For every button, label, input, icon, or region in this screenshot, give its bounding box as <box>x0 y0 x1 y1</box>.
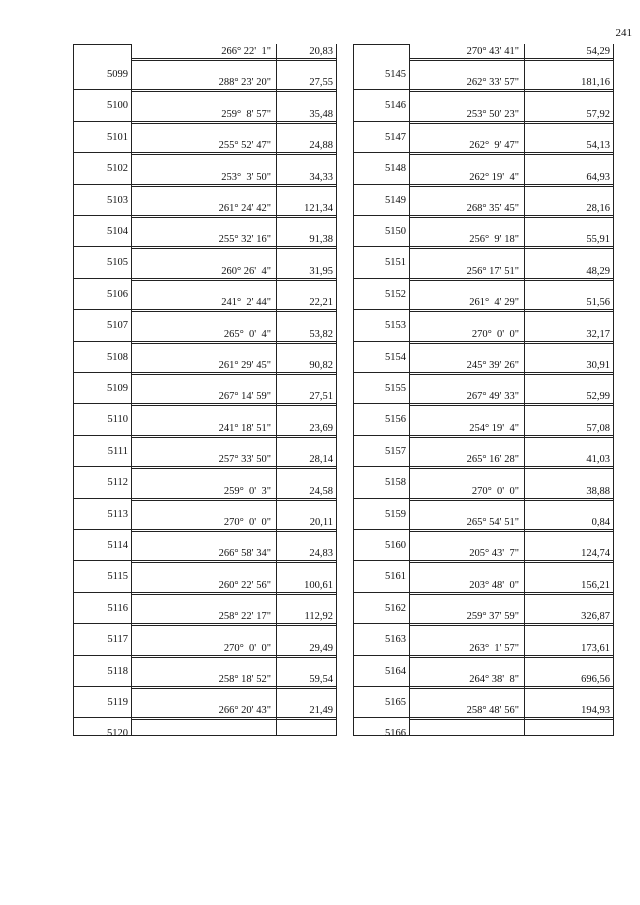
row-divider <box>409 498 613 499</box>
row-divider <box>131 466 336 467</box>
row-divider <box>354 89 409 90</box>
segment-length: 100,61 <box>304 579 333 591</box>
direction-angle: 205° 43' 7" <box>469 548 519 560</box>
row-divider <box>74 592 131 593</box>
row-divider <box>409 91 613 92</box>
row-divider <box>131 341 336 342</box>
row-divider <box>409 278 613 279</box>
row-divider <box>409 374 613 375</box>
row-divider <box>354 466 409 467</box>
row-divider <box>131 248 336 249</box>
row-divider <box>74 498 131 499</box>
segment-length: 696,56 <box>581 674 610 685</box>
segment-length: 0,84 <box>591 517 610 528</box>
direction-angle: 263° 1' 57" <box>469 642 519 654</box>
segment-length: 48,29 <box>586 265 610 277</box>
direction-angle: 257° 33' 50" <box>218 454 271 466</box>
table-top-border <box>74 44 131 45</box>
point-number: 5114 <box>107 540 128 551</box>
row-divider <box>354 309 409 310</box>
point-number: 5149 <box>385 194 406 206</box>
direction-angle: 264° 38' 8" <box>469 674 519 685</box>
segment-length: 173,61 <box>581 642 610 654</box>
row-divider <box>131 531 336 532</box>
row-divider <box>74 341 131 342</box>
segment-length: 51,56 <box>586 297 610 309</box>
point-number: 5145 <box>385 69 406 80</box>
point-number: 5146 <box>385 100 406 112</box>
row-divider <box>409 341 613 342</box>
segment-length: 24,58 <box>309 485 333 497</box>
segment-length: 20,83 <box>309 46 333 57</box>
direction-angle: 266° 20' 43" <box>218 705 271 717</box>
segment-length: 32,17 <box>586 328 610 340</box>
row-divider <box>74 278 131 279</box>
direction-angle: 261° 4' 29" <box>469 297 519 309</box>
row-divider <box>131 437 336 438</box>
direction-angle: 267° 49' 33" <box>466 391 519 403</box>
point-number: 5163 <box>385 634 406 646</box>
direction-angle: 265° 54' 51" <box>466 517 519 528</box>
point-number: 5115 <box>107 571 128 583</box>
direction-angle: 241° 18' 51" <box>218 422 271 434</box>
direction-angle: 241° 2' 44" <box>221 297 271 309</box>
row-divider <box>74 372 131 373</box>
segment-length: 57,92 <box>586 108 610 120</box>
segment-length: 112,92 <box>304 611 333 623</box>
segment-length: 52,99 <box>586 391 610 403</box>
row-divider <box>74 215 131 216</box>
segment-length: 21,49 <box>309 705 333 717</box>
row-divider <box>131 657 336 658</box>
direction-angle: 262° 19' 4" <box>469 171 519 183</box>
row-divider <box>131 688 336 689</box>
row-divider <box>409 58 613 59</box>
row-divider <box>74 529 131 530</box>
row-divider <box>409 719 613 720</box>
row-divider <box>409 215 613 216</box>
row-divider <box>131 184 336 185</box>
row-divider <box>409 152 613 153</box>
direction-angle: 260° 26' 4" <box>221 265 271 277</box>
point-number: 5159 <box>385 508 406 520</box>
row-divider <box>131 372 336 373</box>
row-divider <box>131 60 336 61</box>
direction-angle: 270° 0' 0" <box>471 485 519 497</box>
segment-length: 156,21 <box>581 579 610 591</box>
row-divider <box>409 437 613 438</box>
row-divider <box>131 529 336 530</box>
point-number: 5153 <box>385 320 406 332</box>
row-divider <box>131 154 336 155</box>
point-number: 5103 <box>107 194 128 206</box>
row-divider <box>354 560 409 561</box>
point-number: 5107 <box>107 320 128 332</box>
row-divider <box>409 403 613 404</box>
row-divider <box>131 152 336 153</box>
direction-angle: 258° 22' 17" <box>218 611 271 623</box>
row-divider <box>354 717 409 718</box>
direction-angle: 255° 32' 16" <box>218 234 271 246</box>
row-divider <box>409 60 613 61</box>
row-divider <box>354 623 409 624</box>
direction-angle: 288° 23' 20" <box>218 77 271 89</box>
segment-length: 23,69 <box>309 422 333 434</box>
row-divider <box>409 405 613 406</box>
point-number: 5113 <box>107 508 128 520</box>
row-divider <box>409 529 613 530</box>
row-divider <box>354 184 409 185</box>
row-divider <box>74 623 131 624</box>
row-divider <box>131 311 336 312</box>
row-divider <box>131 468 336 469</box>
segment-length: 28,14 <box>309 454 333 466</box>
row-divider <box>354 215 409 216</box>
segment-length: 326,87 <box>581 611 610 623</box>
point-number: 5105 <box>107 257 128 269</box>
direction-angle: 203° 48' 0" <box>469 579 519 591</box>
direction-angle: 266° 58' 34" <box>218 548 271 560</box>
row-divider <box>409 372 613 373</box>
row-divider <box>409 184 613 185</box>
point-number: 5099 <box>107 69 128 80</box>
point-number: 5164 <box>385 665 406 677</box>
row-divider <box>409 688 613 689</box>
segment-length: 29,49 <box>309 642 333 654</box>
point-number: 5158 <box>385 477 406 489</box>
row-divider <box>409 623 613 624</box>
row-divider <box>74 560 131 561</box>
segment-length: 91,38 <box>309 234 333 246</box>
direction-angle: 253° 50' 23" <box>466 108 519 120</box>
row-divider <box>409 246 613 247</box>
row-divider <box>131 560 336 561</box>
row-divider <box>74 152 131 153</box>
point-number: 5165 <box>385 697 406 708</box>
row-divider <box>131 594 336 595</box>
point-number: 5154 <box>385 351 406 363</box>
row-divider <box>354 435 409 436</box>
direction-angle: 259° 0' 3" <box>223 485 271 497</box>
row-divider <box>131 246 336 247</box>
point-number: 5119 <box>107 697 128 708</box>
point-number: 5117 <box>107 634 128 646</box>
row-divider <box>131 623 336 624</box>
row-divider <box>74 717 131 718</box>
segment-length: 90,82 <box>309 360 333 371</box>
row-divider <box>131 89 336 90</box>
segment-length: 54,13 <box>586 140 610 152</box>
row-divider <box>131 91 336 92</box>
segment-length: 194,93 <box>581 705 610 717</box>
direction-angle: 258° 48' 56" <box>466 705 519 717</box>
direction-angle: 261° 24' 42" <box>218 203 271 214</box>
point-number: 5162 <box>385 602 406 614</box>
direction-angle: 262° 33' 57" <box>466 77 519 89</box>
row-divider <box>409 560 613 561</box>
point-number: 5120 <box>107 728 128 740</box>
direction-angle: 270° 0' 0" <box>471 328 519 340</box>
row-divider <box>409 311 613 312</box>
row-divider <box>74 89 131 90</box>
row-divider <box>74 403 131 404</box>
row-divider <box>131 217 336 218</box>
row-divider <box>354 121 409 122</box>
point-number: 5106 <box>107 288 128 300</box>
segment-length: 27,55 <box>309 77 333 89</box>
segment-length: 24,88 <box>309 140 333 152</box>
segment-length: 121,34 <box>304 203 333 214</box>
row-divider <box>409 186 613 187</box>
row-divider <box>131 215 336 216</box>
direction-angle: 259° 8' 57" <box>221 108 271 120</box>
row-divider <box>74 184 131 185</box>
direction-angle: 267° 14' 59" <box>218 391 271 403</box>
row-divider <box>131 309 336 310</box>
row-divider <box>409 217 613 218</box>
row-divider <box>74 466 131 467</box>
row-divider <box>409 123 613 124</box>
direction-angle: 259° 37' 59" <box>466 611 519 623</box>
segment-length: 24,83 <box>309 548 333 560</box>
row-divider <box>409 500 613 501</box>
segment-length: 20,11 <box>309 517 333 528</box>
row-divider <box>409 686 613 687</box>
row-divider <box>74 655 131 656</box>
segment-length: 41,03 <box>586 454 610 466</box>
point-number: 5157 <box>385 445 406 457</box>
row-divider <box>131 686 336 687</box>
segment-length: 124,74 <box>581 548 610 560</box>
row-divider <box>354 498 409 499</box>
row-divider <box>354 246 409 247</box>
row-divider <box>409 435 613 436</box>
row-divider <box>354 278 409 279</box>
row-divider <box>131 403 336 404</box>
direction-angle: 268° 35' 45" <box>466 203 519 214</box>
point-number: 5110 <box>107 414 128 426</box>
row-divider <box>409 625 613 626</box>
direction-angle: 266° 22' 1" <box>221 46 271 57</box>
row-divider <box>74 121 131 122</box>
segment-length: 27,51 <box>309 391 333 403</box>
row-divider <box>131 625 336 626</box>
segment-length: 35,48 <box>309 108 333 120</box>
point-number: 5166 <box>385 728 406 740</box>
row-divider <box>409 594 613 595</box>
direction-angle: 265° 0' 4" <box>223 328 271 340</box>
row-divider <box>409 121 613 122</box>
segment-length: 55,91 <box>586 234 610 246</box>
segment-length: 54,29 <box>586 46 610 57</box>
coordinate-table-left <box>73 44 337 740</box>
direction-angle: 265° 16' 28" <box>466 454 519 466</box>
page-number: 241 <box>615 27 632 39</box>
direction-angle: 260° 22' 56" <box>218 579 271 591</box>
row-divider <box>409 280 613 281</box>
row-divider <box>74 435 131 436</box>
row-divider <box>131 343 336 344</box>
point-number: 5151 <box>385 257 406 269</box>
row-divider <box>409 592 613 593</box>
point-number: 5109 <box>107 383 128 394</box>
row-divider <box>131 592 336 593</box>
point-number: 5155 <box>385 383 406 394</box>
row-divider <box>131 500 336 501</box>
point-number: 5160 <box>385 540 406 551</box>
row-divider <box>409 248 613 249</box>
row-divider <box>409 154 613 155</box>
row-divider <box>74 686 131 687</box>
row-divider <box>131 278 336 279</box>
point-number: 5108 <box>107 351 128 363</box>
point-number: 5150 <box>385 226 406 237</box>
point-number: 5118 <box>107 665 128 677</box>
direction-angle: 255° 52' 47" <box>218 140 271 152</box>
point-number: 5152 <box>385 288 406 300</box>
row-divider <box>409 89 613 90</box>
direction-angle: 270° 0' 0" <box>223 642 271 654</box>
coordinate-table-right <box>353 44 614 740</box>
row-divider <box>409 531 613 532</box>
row-divider <box>354 686 409 687</box>
direction-angle: 261° 29' 45" <box>218 360 271 371</box>
row-divider <box>354 655 409 656</box>
segment-length: 59,54 <box>309 674 333 685</box>
row-divider <box>131 717 336 718</box>
row-divider <box>131 121 336 122</box>
direction-angle: 258° 18' 52" <box>218 674 271 685</box>
row-divider <box>131 435 336 436</box>
segment-length: 34,33 <box>309 171 333 183</box>
row-divider <box>409 655 613 656</box>
row-divider <box>409 466 613 467</box>
row-divider <box>354 403 409 404</box>
direction-angle: 262° 9' 47" <box>469 140 519 152</box>
segment-length: 30,91 <box>586 360 610 371</box>
row-divider <box>354 529 409 530</box>
row-divider <box>74 309 131 310</box>
direction-angle: 253° 3' 50" <box>221 171 271 183</box>
table-top-border <box>354 44 409 45</box>
row-divider <box>354 372 409 373</box>
direction-angle: 245° 39' 26" <box>466 360 519 371</box>
point-number: 5100 <box>107 100 128 112</box>
row-divider <box>131 58 336 59</box>
segment-length: 38,88 <box>586 485 610 497</box>
segment-length: 64,93 <box>586 171 610 183</box>
point-number: 5156 <box>385 414 406 426</box>
row-divider <box>409 657 613 658</box>
row-divider <box>354 152 409 153</box>
row-divider <box>354 592 409 593</box>
row-divider <box>409 343 613 344</box>
direction-angle: 254° 19' 4" <box>469 422 519 434</box>
row-divider <box>131 186 336 187</box>
row-divider <box>409 562 613 563</box>
point-number: 5148 <box>385 163 406 175</box>
row-divider <box>74 246 131 247</box>
point-number: 5112 <box>107 477 128 489</box>
row-divider <box>409 468 613 469</box>
row-divider <box>131 374 336 375</box>
row-divider <box>131 280 336 281</box>
segment-length: 181,16 <box>581 77 610 89</box>
row-divider <box>409 309 613 310</box>
direction-angle: 256° 9' 18" <box>469 234 519 246</box>
segment-length: 57,08 <box>586 422 610 434</box>
point-number: 5111 <box>107 445 128 457</box>
row-divider <box>131 123 336 124</box>
segment-length: 31,95 <box>309 265 333 277</box>
row-divider <box>409 717 613 718</box>
row-divider <box>354 341 409 342</box>
row-divider <box>131 405 336 406</box>
point-number: 5104 <box>107 226 128 237</box>
row-divider <box>131 719 336 720</box>
row-divider <box>131 498 336 499</box>
direction-angle: 270° 43' 41" <box>466 46 519 57</box>
point-number: 5147 <box>385 131 406 143</box>
direction-angle: 270° 0' 0" <box>223 517 271 528</box>
point-number: 5101 <box>107 131 128 143</box>
point-number: 5102 <box>107 163 128 175</box>
segment-length: 22,21 <box>309 297 333 309</box>
direction-angle: 256° 17' 51" <box>466 265 519 277</box>
row-divider <box>131 655 336 656</box>
segment-length: 28,16 <box>586 203 610 214</box>
point-number: 5116 <box>107 602 128 614</box>
row-divider <box>131 562 336 563</box>
point-number: 5161 <box>385 571 406 583</box>
segment-length: 53,82 <box>309 328 333 340</box>
